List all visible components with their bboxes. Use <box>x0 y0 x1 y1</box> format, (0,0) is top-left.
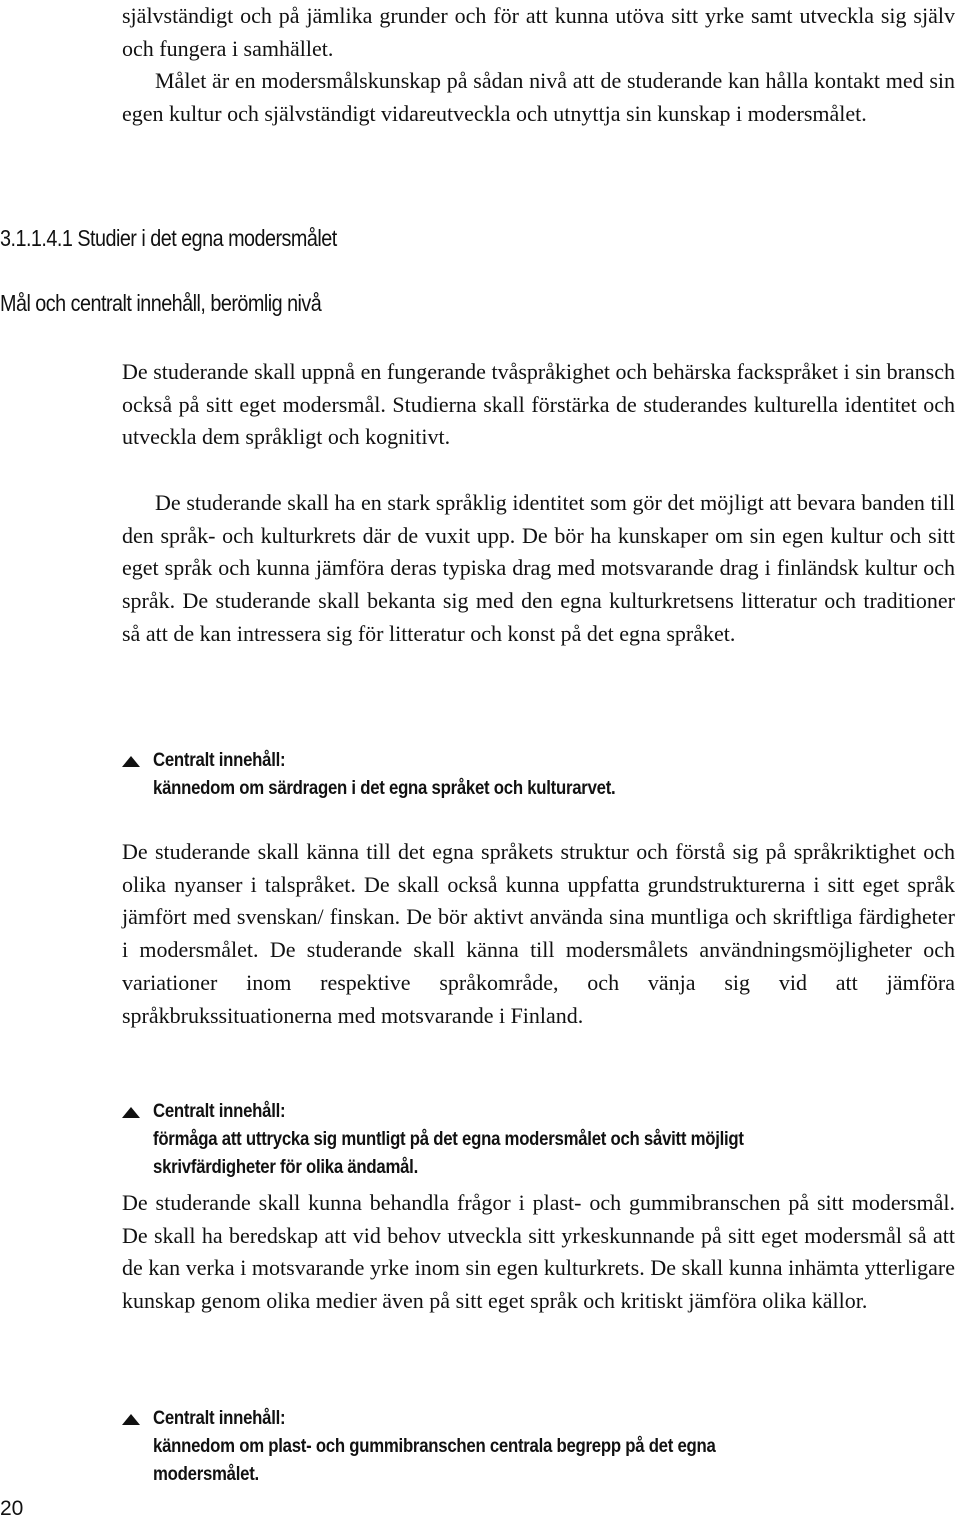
content-line: skrivfärdigheter för olika ändamål. <box>153 1156 418 1178</box>
page-number: 20 <box>0 1497 24 1520</box>
content-label-text: Centralt innehåll: <box>153 749 286 771</box>
intro-goal: Målet är en modersmålskunskap på sådan nivå att de studerande kan hålla kontakt med sin egen kultur och självständigt vidareutveckla och utnyttja sin kunskap i modersmålet. <box>122 68 955 126</box>
section-heading: 3.1.1.4.1 Studier i det egna modersmålet <box>0 225 337 251</box>
paragraph-identity: De studerande skall ha en stark språklig identitet som gör det möjligt att bevara banden till den språk- och kulturkrets där de vuxit upp. De bör ha kunskaper om sin egen kultur och sitt eget språk och kunna jämföra deras typiska drag med motsvarande drag i finländsk kultur och språk. De studerande skall bekanta sig med den egna kulturkretsens litteratur och traditioner så att de kan intressera sig för litteratur och konst på det egna språket. <box>122 490 955 646</box>
triangle-up-icon <box>122 756 140 767</box>
content-line: modersmålet. <box>153 1463 259 1485</box>
content-label <box>122 1404 955 1432</box>
content-label <box>122 746 955 774</box>
content-label-text: Centralt innehåll: <box>153 1407 286 1429</box>
content-line: förmåga att uttrycka sig muntligt på det egna modersmålet och såvitt möjligt <box>153 1128 744 1150</box>
section-subheading: Mål och centralt innehåll, berömlig nivå <box>0 290 322 316</box>
intro-continuation: självständigt och på jämlika grunder och för att kunna utöva sitt yrke samt utveckla sig själv och fungera i samhället. <box>122 3 955 61</box>
triangle-up-icon <box>122 1107 140 1118</box>
content-line: kännedom om särdragen i det egna språket och kulturarvet. <box>153 777 616 799</box>
paragraph-structure: De studerande skall känna till det egna språkets struktur och förstå sig på språkriktighet och olika nyanser i talspråket. De skall också kunna uppfatta grundstrukturerna i sitt eget språk jämfört med svenskan/ finskan. De bör aktivt använda sina muntliga och skriftliga färdigheter i modersmålet. De studerande skall känna till modersmålets användningsmöjligheter och variationer inom respektive språkområde, och vänja sig vid att jämföra språkbrukssituationerna med motsvarande i Finland. <box>122 839 955 1028</box>
content-label-text: Centralt innehåll: <box>153 1100 286 1122</box>
content-label <box>122 1097 955 1125</box>
content-line: kännedom om plast- och gummibranschen centrala begrepp på det egna <box>153 1435 716 1457</box>
paragraph-branch: De studerande skall kunna behandla frågor i plast- och gummibranschen på sitt modersmål. De skall ha beredskap att vid behov utveckla sitt yrkeskunnande på sitt eget modersmål så att de kan verka i motsvarande yrke inom sin egen kulturkrets. De skall kunna inhämta ytterligare kunskap genom olika medier även på sitt eget språk och kritiskt jämföra olika källor. <box>122 1190 955 1314</box>
triangle-up-icon <box>122 1414 140 1425</box>
content-block-2 <box>122 1097 955 1181</box>
content-block-3 <box>122 1404 955 1488</box>
content-block-1 <box>122 746 955 802</box>
paragraph-bilingualism: De studerande skall uppnå en fungerande tvåspråkighet och behärska fackspråket i sin bransch också på sitt eget modersmål. Studierna skall förstärka de studerandes kulturella identitet och utveckla dem språkligt och kognitivt. <box>122 359 955 450</box>
